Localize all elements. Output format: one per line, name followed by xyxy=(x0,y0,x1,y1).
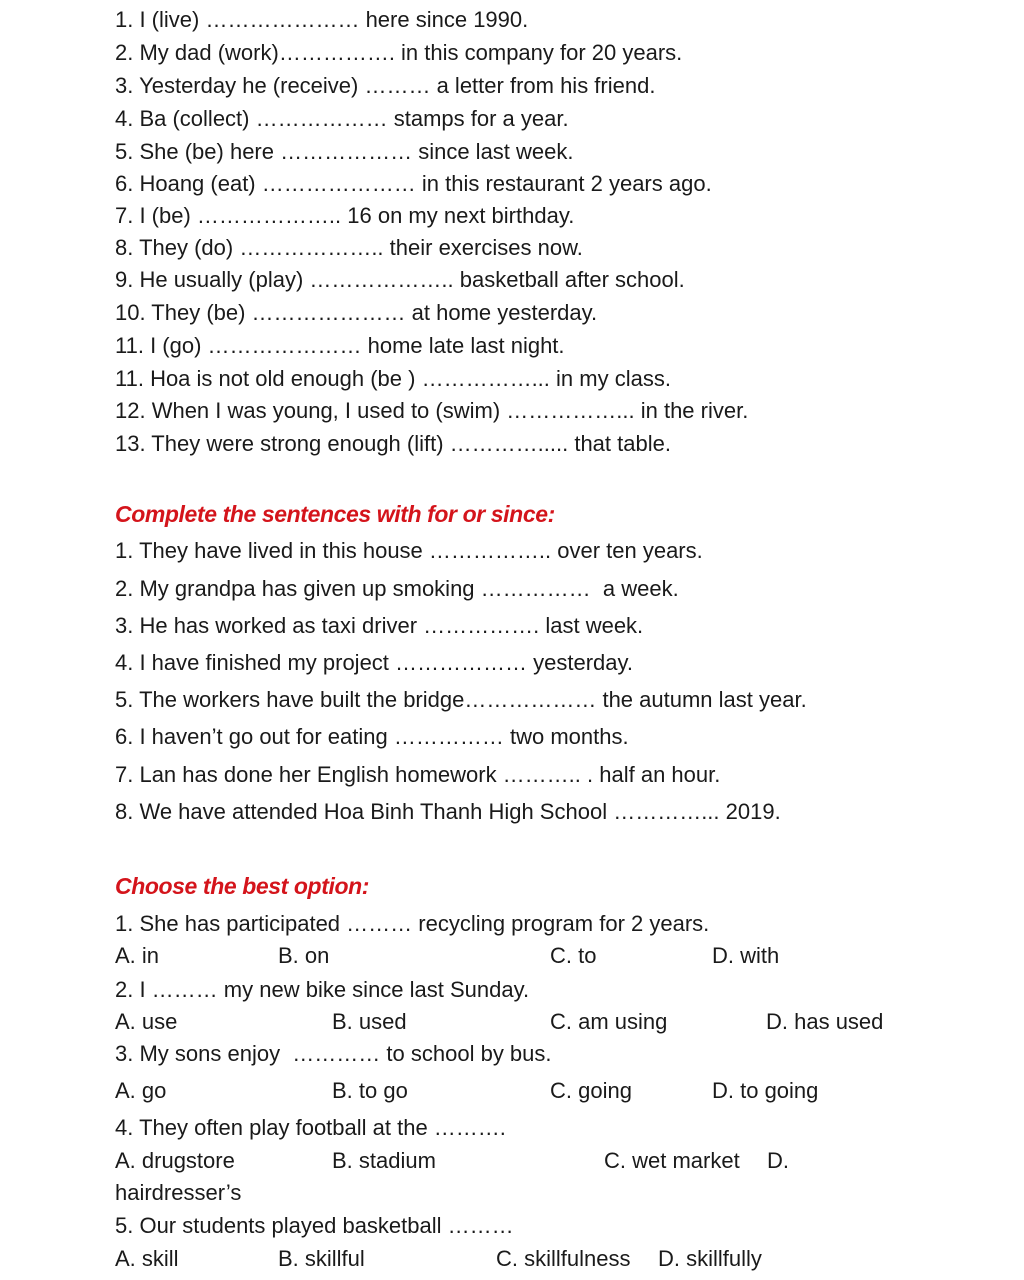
exercise-item: 8. We have attended Hoa Binh Thanh High School …………... 2019. xyxy=(115,799,781,824)
answer-option[interactable]: A. skill xyxy=(115,1246,179,1271)
answer-option[interactable]: A. drugstore xyxy=(115,1148,235,1173)
exercise-item: 7. I (be) ……………….. 16 on my next birthday. xyxy=(115,203,575,228)
question-stem: 3. My sons enjoy ………… to school by bus. xyxy=(115,1041,552,1066)
question-stem: 5. Our students played basketball ……… xyxy=(115,1213,514,1238)
answer-option[interactable]: D. to going xyxy=(712,1078,819,1103)
question-stem: 4. They often play football at the ………. xyxy=(115,1115,506,1140)
exercise-item: 3. Yesterday he (receive) ……… a letter from his friend. xyxy=(115,73,656,98)
exercise-item: 2. My grandpa has given up smoking …………… a week. xyxy=(115,576,679,601)
question-stem: 1. She has participated ……… recycling program for 2 years. xyxy=(115,911,710,936)
answer-option[interactable]: D. has used xyxy=(766,1009,884,1034)
answer-option[interactable]: D. xyxy=(767,1148,789,1173)
answer-option[interactable]: C. to xyxy=(550,943,597,968)
section-heading: Choose the best option: xyxy=(115,873,370,899)
answer-option[interactable]: B. skillful xyxy=(278,1246,365,1271)
exercise-item: 3. He has worked as taxi driver ……………. last week. xyxy=(115,613,644,638)
exercise-item: 1. I (live) ………………… here since 1990. xyxy=(115,7,529,32)
question-stem: 2. I ……… my new bike since last Sunday. xyxy=(115,977,530,1002)
answer-option[interactable]: B. on xyxy=(278,943,330,968)
exercise-item: 9. He usually (play) ……………….. basketball after school. xyxy=(115,267,685,292)
answer-option[interactable]: A. use xyxy=(115,1009,178,1034)
answer-option[interactable]: C. skillfulness xyxy=(496,1246,631,1271)
exercise-item: 11. I (go) ………………… home late last night. xyxy=(115,333,565,358)
answer-option[interactable]: B. to go xyxy=(332,1078,408,1103)
answer-option[interactable]: A. in xyxy=(115,943,160,968)
exercise-item: 7. Lan has done her English homework ……….. . half an hour. xyxy=(115,762,721,787)
answer-option[interactable]: C. going xyxy=(550,1078,632,1103)
exercise-item: 11. Hoa is not old enough (be ) ……………... in my class. xyxy=(115,366,671,391)
answer-option[interactable]: C. am using xyxy=(550,1009,668,1034)
exercise-item: 8. They (do) ……………….. their exercises now. xyxy=(115,235,583,260)
answer-option[interactable]: D. with xyxy=(712,943,780,968)
exercise-item: 13. They were strong enough (lift) …………..... that table. xyxy=(115,431,671,456)
exercise-item: 5. The workers have built the bridge……………… the autumn last year. xyxy=(115,687,807,712)
exercise-item: 6. Hoang (eat) ………………… in this restaurant 2 years ago. xyxy=(115,171,712,196)
exercise-item: 6. I haven’t go out for eating …………… two months. xyxy=(115,724,629,749)
exercise-item: 10. They (be) ………………… at home yesterday. xyxy=(115,300,598,325)
exercise-item: 4. I have finished my project ……………… yesterday. xyxy=(115,650,633,675)
answer-option[interactable]: D. skillfully xyxy=(658,1246,762,1271)
exercise-item: 5. She (be) here ……………… since last week. xyxy=(115,139,574,164)
answer-option[interactable]: A. go xyxy=(115,1078,167,1103)
section-heading: Complete the sentences with for or since: xyxy=(115,501,555,527)
exercise-item: 2. My dad (work)……………. in this company for 20 years. xyxy=(115,40,683,65)
answer-option[interactable]: C. wet market xyxy=(604,1148,740,1173)
exercise-item: 1. They have lived in this house …………….. over ten years. xyxy=(115,538,703,563)
answer-option[interactable]: B. used xyxy=(332,1009,407,1034)
exercise-item: 4. Ba (collect) ……………… stamps for a year. xyxy=(115,106,569,131)
exercise-item: 12. When I was young, I used to (swim) ……………... in the river. xyxy=(115,398,749,423)
answer-option-continued: hairdresser’s xyxy=(115,1180,242,1205)
answer-option[interactable]: B. stadium xyxy=(332,1148,436,1173)
